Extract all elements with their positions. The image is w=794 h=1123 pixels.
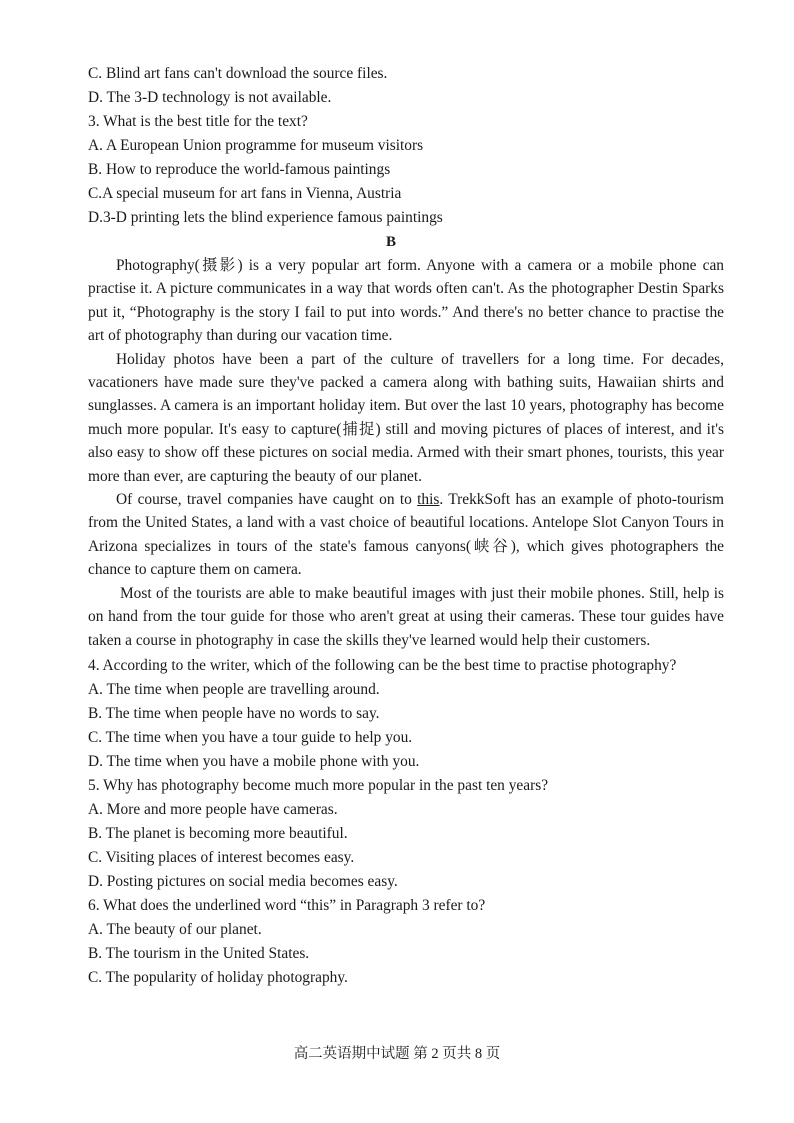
option-line: A. The time when people are travelling around.	[88, 680, 380, 698]
reading-passage	[88, 254, 724, 652]
option-line: D.3-D printing lets the blind experience famous paintings	[88, 209, 443, 226]
option-line: C. Blind art fans can't download the source files.	[88, 65, 388, 82]
question-line: 4. According to the writer, which of the following can be the best time to practise photography?	[88, 656, 677, 674]
underlined-word: this	[417, 491, 440, 509]
option-line: D. The 3-D technology is not available.	[88, 89, 332, 106]
option-line: A. More and more people have cameras.	[88, 800, 338, 818]
option-line: C. The popularity of holiday photography.	[88, 968, 348, 986]
question-line: 3. What is the best title for the text?	[88, 113, 308, 130]
option-line: C. The time when you have a tour guide to help you.	[88, 728, 413, 746]
option-line: D. Posting pictures on social media becomes easy.	[88, 872, 398, 890]
option-line: B. The planet is becoming more beautiful.	[88, 824, 348, 842]
paragraph-text: Of course, travel companies have caught on to	[116, 491, 418, 509]
option-line: B. The tourism in the United States.	[88, 944, 310, 962]
option-line: A. A European Union programme for museum visitors	[88, 137, 424, 154]
option-line: C. Visiting places of interest becomes easy.	[88, 848, 355, 866]
section-title: B	[385, 234, 396, 250]
option-line: B. The time when people have no words to say.	[88, 704, 380, 722]
paragraph-text: . TrekkSoft has an example of photo-tourism from the United States, a land with a vast choice of beautiful locations. Antelope Slot Canyon Tours in Arizona specializes in tours of the state's famous canyons(峡谷), which gives photographers the chance to capture them on camera.	[88, 491, 724, 579]
question-line: 5. Why has photography become much more popular in the past ten years?	[88, 776, 549, 794]
question-line: 6. What does the underlined word “this” in Paragraph 3 refer to?	[88, 896, 486, 914]
questions-block	[88, 654, 724, 990]
passage-paragraph-3	[88, 488, 724, 582]
option-line: A. The beauty of our planet.	[88, 920, 262, 938]
previous-question-options	[88, 62, 724, 230]
page-footer: 高二英语期中试题 第 2 页共 8 页	[293, 1046, 501, 1062]
passage-paragraph-2: Holiday photos have been a part of the culture of travellers for a long time. For decades, vacationers have made sure they've packed a camera along with bathing suits, Hawaiian shirts and sunglasses. A camera is an important holiday item. But over the last 10 years, photography has become much more popular. It's easy to capture(捕捉) still and moving pictures of places of interest, and it's also easy to show off these pictures on social media. Armed with their smart phones, tourists, this year more than ever, are capturing the beauty of our planet.	[88, 350, 724, 485]
option-line: C.A special museum for art fans in Vienna, Austria	[88, 185, 402, 202]
option-line: B. How to reproduce the world-famous paintings	[88, 161, 391, 178]
passage-paragraph-1: Photography(摄影) is a very popular art form. Anyone with a camera or a mobile phone can practise it. A picture communicates in a way that words often can't. As the photographer Destin Sparks put it, “Photography is the story I fail to put into words.” And there's no better chance to practise the art of photography than during our vacation time.	[88, 257, 724, 345]
passage-paragraph-4: Most of the tourists are able to make beautiful images with just their mobile phones. Still, help is on hand from the tour guide for those who aren't great at using their cameras. These tour guides have taken a course in photography in case the skills they've learned would help their customers.	[88, 584, 724, 649]
option-line: D. The time when you have a mobile phone with you.	[88, 752, 420, 770]
